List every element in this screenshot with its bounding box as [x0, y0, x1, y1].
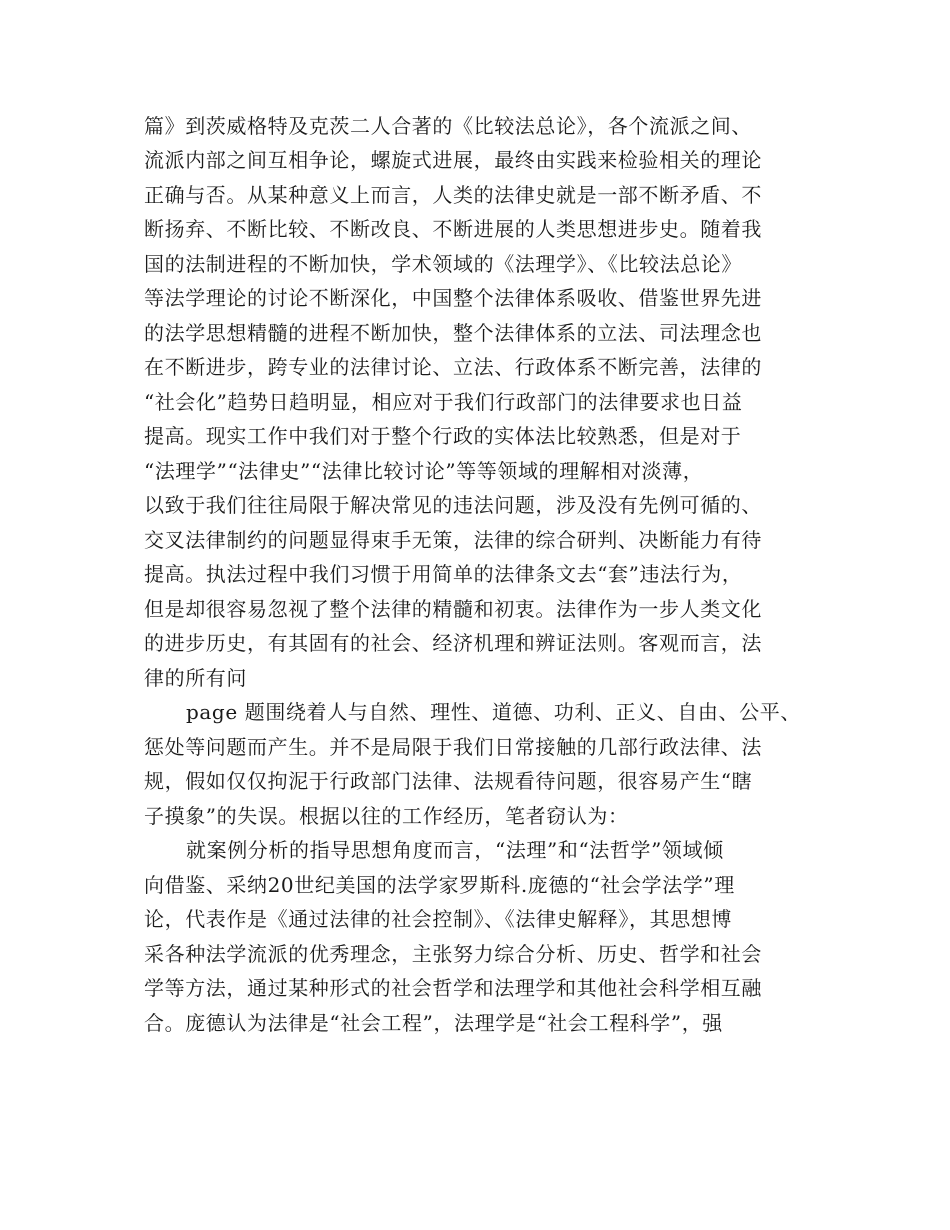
text-line: 向借鉴、采纳20世纪美国的法学家罗斯科.庞德的“社会学法学”理: [144, 873, 735, 897]
text-line: 提高。执法过程中我们习惯于用简单的法律条文去“套”违法行为，: [144, 562, 743, 586]
text-line: 提高。现实工作中我们对于整个行政的实体法比较熟悉，但是对于: [144, 424, 742, 448]
text-line: 国的法制进程的不断加快，学术领域的《法理学》、《比较法总论》: [144, 252, 742, 276]
text-line: “社会化”趋势日趋明显，相应对于我们行政部门的法律要求也日益: [144, 390, 743, 414]
text-line: 正确与否。从某种意义上而言，人类的法律史就是一部不断矛盾、不: [144, 183, 762, 207]
text-line: “法理学”“法律史”“法律比较讨论”等等领域的理解相对淡薄，: [144, 459, 704, 483]
text-line: 子摸象”的失误。根据以往的工作经历，笔者窃认为：: [144, 804, 629, 828]
text-line: 惩处等问题而产生。并不是局限于我们日常接触的几部行政法律、法: [144, 735, 762, 759]
text-line: 就案例分析的指导思想角度而言，“法理”和“法哲学”领域倾: [186, 838, 724, 862]
text-line: 在不断进步，跨专业的法律讨论、立法、行政体系不断完善，法律的: [144, 355, 762, 379]
text-line: page 题围绕着人与自然、理性、道德、功利、正义、自由、公平、: [186, 700, 801, 724]
text-line: 律的所有问: [144, 666, 247, 690]
text-line: 论，代表作是《通过法律的社会控制》、《法律史解释》，其思想博: [144, 907, 732, 931]
text-line: 但是却很容易忽视了整个法律的精髓和初衷。法律作为一步人类文化: [144, 597, 762, 621]
text-line: 等法学理论的讨论不断深化，中国整个法律体系吸收、借鉴世界先进: [144, 286, 762, 310]
text-line: 交叉法律制约的问题显得束手无策，法律的综合研判、决断能力有待: [144, 528, 762, 552]
text-line: 以致于我们往往局限于解决常见的违法问题，涉及没有先例可循的、: [144, 493, 762, 517]
text-line: 篇》到茨威格特及克茨二人合著的《比较法总论》，各个流派之间、: [144, 114, 752, 138]
text-line: 合。庞德认为法律是“社会工程”，法理学是“社会工程科学”，强: [144, 1011, 723, 1035]
text-line: 采各种法学流派的优秀理念，主张努力综合分析、历史、哲学和社会: [144, 942, 762, 966]
text-line: 断扬弃、不断比较、不断改良、不断进展的人类思想进步史。随着我: [144, 217, 762, 241]
text-line: 流派内部之间互相争论，螺旋式进展，最终由实践来检验相关的理论: [144, 148, 762, 172]
text-line: 的进步历史，有其固有的社会、经济机理和辨证法则。客观而言，法: [144, 631, 762, 655]
text-line: 学等方法，通过某种形式的社会哲学和法理学和其他社会科学相互融: [144, 976, 762, 1000]
text-line: 的法学思想精髓的进程不断加快，整个法律体系的立法、司法理念也: [144, 321, 762, 345]
text-line: 规，假如仅仅拘泥于行政部门法律、法规看待问题，很容易产生“瞎: [144, 769, 753, 793]
